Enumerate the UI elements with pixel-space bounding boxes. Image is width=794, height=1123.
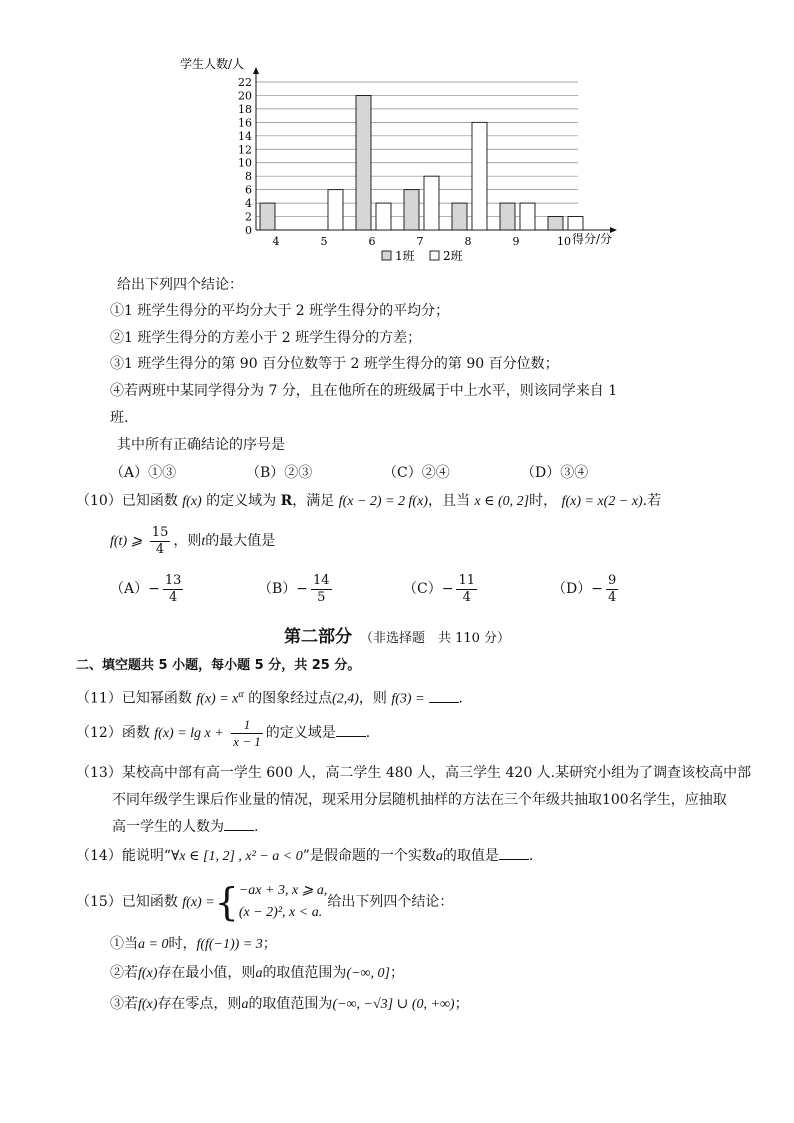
q10-line-1 <box>76 491 661 512</box>
q10-option-c-frac <box>456 573 477 606</box>
part2-title: 第二部分 <box>283 627 352 647</box>
q15-s2-d: a <box>255 966 263 981</box>
q14-text-b: ”是假命题的一个实数 <box>302 848 436 864</box>
q10-text-a: （10）已知函数 <box>76 493 178 509</box>
bar-1班-8 <box>452 203 467 230</box>
bar-2班-9 <box>520 203 535 230</box>
q9-intro: 给出下列四个结论： <box>117 277 243 293</box>
q9-conclusion-4: ④若两班中某同学得分为 7 分，且在他所在的班级属于中上水平，则该同学来自 1 <box>110 383 618 399</box>
y-tick-label-10: 10 <box>238 156 252 170</box>
q15-s3-a: ③若 <box>110 996 138 1012</box>
q10-option-d-frac <box>606 573 618 606</box>
q13-line-2: 不同年级学生课后作业量的情况，现采用分层随机抽样的方法在三个年级共抽取100名学生，应抽取 <box>112 792 727 808</box>
bar-1班-6 <box>356 95 371 230</box>
q14-text-a: （14）能说明“ <box>76 848 171 864</box>
section-2-heading: 二、填空题共 5 小题，每小题 5 分，共 25 分。 <box>76 658 361 673</box>
q9-option-d: （D）③④ <box>521 465 589 481</box>
q9-conclusion-2: ②1 班学生得分的方差小于 2 班学生得分的方差； <box>110 330 422 346</box>
q10-text-h: 的最大值是 <box>205 533 276 549</box>
x-tick-label-7: 7 <box>416 235 424 248</box>
q15-fx: f(x) = <box>182 895 215 910</box>
x-tick-label-10: 10 <box>557 235 571 248</box>
q10-domain: x ∈ (0, 2] <box>474 494 530 509</box>
q10-option-a-label: （A）− <box>110 581 160 597</box>
bar-2班-8 <box>472 122 487 230</box>
q10-option-a <box>110 572 186 606</box>
y-tick-label-16: 16 <box>238 116 252 130</box>
q15-text-a: （15）已知函数 <box>76 894 178 910</box>
q15-case-1: −ax + 3, x ⩾ a, <box>238 883 328 898</box>
q10-fraction <box>150 525 171 558</box>
q11 <box>76 685 463 710</box>
q14-text-c: 的取值是 <box>442 848 499 864</box>
y-tick-label-12: 12 <box>238 143 252 157</box>
bar-1班-9 <box>500 203 515 230</box>
q10-option-d <box>552 572 621 606</box>
q14-expression: ∀x ∈ [1, 2] , x² − a < 0 <box>170 849 303 864</box>
q10-option-c-num: 11 <box>458 572 475 588</box>
part2-subtitle: （非选择题 共 110 分） <box>359 631 511 646</box>
q15-text-b: 给出下列四个结论： <box>327 894 454 910</box>
q10-option-b <box>258 572 335 606</box>
x-tick-label-4: 4 <box>272 235 280 248</box>
q10-formula: f(x) = x(2 − x) <box>561 494 643 509</box>
q15-cases <box>239 880 328 924</box>
q11-fx: f(x) = x <box>196 691 239 707</box>
q12-end: . <box>365 725 371 741</box>
q12-text-a: （12）函数 <box>76 725 150 741</box>
q15-s3-g: ； <box>454 996 469 1012</box>
legend-swatch-2班 <box>430 251 439 260</box>
q13-line-3 <box>112 817 258 837</box>
q10-frac-num: 15 <box>151 524 169 540</box>
q15-s1-a: ①当 <box>110 936 138 952</box>
q15-s1-d: f(f(−1)) = 3 <box>196 937 263 952</box>
q10-t: t <box>201 534 206 549</box>
q10-option-b-den: 5 <box>317 589 326 605</box>
y-tick-label-8: 8 <box>245 170 252 184</box>
q15-s2-g: ； <box>389 965 404 981</box>
q14-end: . <box>528 848 534 864</box>
q10-option-d-num: 9 <box>607 572 617 588</box>
q10-option-d-den: 4 <box>607 589 617 605</box>
q11-f3: f(3) = <box>391 691 425 707</box>
q10-option-a-num: 13 <box>164 572 182 588</box>
q10-option-a-frac <box>163 573 184 606</box>
q12-fraction <box>231 717 263 750</box>
q15-s2-a: ②若 <box>110 965 138 981</box>
q9-question: 其中所有正确结论的序号是 <box>117 437 285 453</box>
y-axis-arrow <box>253 67 259 74</box>
q15-s2-f: (−∞, 0] <box>346 966 390 981</box>
q11-exponent: α <box>238 689 244 700</box>
y-tick-label-0: 0 <box>245 224 252 237</box>
legend-swatch-1班 <box>382 251 391 260</box>
q11-end: . <box>458 690 463 707</box>
q14-var: a <box>435 849 443 864</box>
q15-s3-b: f(x) <box>138 997 158 1012</box>
y-axis-label: 学生人数/人 <box>180 57 245 71</box>
q13-answer-blank[interactable] <box>224 818 254 831</box>
q14 <box>76 846 533 867</box>
q15-s2-e: 的取值范围为 <box>262 965 347 981</box>
q10-text-d: ，且当 <box>427 493 470 509</box>
bar-1班-10 <box>548 217 563 230</box>
score-bar-chart <box>170 52 620 270</box>
q12-text-b: 的定义域是 <box>265 725 336 741</box>
q10-fx: f(x) <box>182 494 202 509</box>
q15-statement-3 <box>110 994 469 1015</box>
q13-line-1: （13）某校高中部有高一学生 600 人，高二学生 480 人，高三学生 420 人.某研究小组为了调查该校高中部 <box>76 765 752 781</box>
q10-option-b-label: （B）− <box>258 581 309 597</box>
bar-2班-10 <box>568 217 583 230</box>
bar-2班-5 <box>328 190 343 230</box>
q15-statement-2 <box>110 963 404 984</box>
q10-text-e: 时， <box>529 493 558 509</box>
q11-text-b: 的图象经过点 <box>248 690 333 707</box>
q9-conclusion-1: ①1 班学生得分的平均分大于 2 班学生得分的平均分； <box>110 303 450 319</box>
q15-case-2: (x − 2)², x < a. <box>238 905 323 920</box>
q9-conclusion-3: ③1 班学生得分的第 90 百分位数等于 2 班学生得分的第 90 百分位数； <box>110 356 559 372</box>
q14-answer-blank[interactable] <box>499 847 529 860</box>
q9-option-b: （B）②③ <box>246 465 313 481</box>
q10-option-c-den: 4 <box>462 589 471 605</box>
q10-option-b-num: 14 <box>313 572 330 588</box>
q10-text-b: 的定义域为 <box>206 493 277 509</box>
x-axis-label: 得分/分 <box>572 232 613 246</box>
x-tick-label-5: 5 <box>320 235 328 248</box>
legend-label-2班: 2班 <box>443 249 463 263</box>
y-tick-label-22: 22 <box>238 76 252 89</box>
q10-text-g: ，则 <box>173 533 202 549</box>
q10-option-b-frac <box>311 573 332 606</box>
q15-s1-c: 时， <box>168 936 197 952</box>
q15-s3-f: (−∞, −√3] ∪ (0, +∞) <box>332 997 455 1012</box>
part2-heading <box>0 622 794 647</box>
q12-fx: f(x) = lg x + <box>154 726 224 741</box>
q15-s2-c: 存在最小值，则 <box>157 965 256 981</box>
y-tick-label-4: 4 <box>245 197 252 211</box>
q15-s1-b: a = 0 <box>138 937 169 952</box>
q15-s3-e: 的取值范围为 <box>248 996 333 1012</box>
q10-condition: f(x − 2) = 2 f(x) <box>338 494 428 509</box>
bar-1班-4 <box>260 203 275 230</box>
q12-answer-blank[interactable] <box>336 724 366 737</box>
q11-text-c: ，则 <box>358 690 387 707</box>
bar-2班-7 <box>424 176 439 230</box>
q10-text-f: .若 <box>642 493 662 509</box>
q10-line-2 <box>110 524 275 559</box>
y-tick-label-18: 18 <box>238 102 252 116</box>
q12-frac-den: x − 1 <box>233 733 261 749</box>
q15-brace: { <box>214 880 239 924</box>
q10-option-d-label: （D）− <box>552 581 603 597</box>
y-tick-label-14: 14 <box>238 129 252 143</box>
q15-s3-c: 存在零点，则 <box>157 996 242 1012</box>
x-tick-label-6: 6 <box>368 235 376 248</box>
q12-frac-num: 1 <box>231 717 263 734</box>
legend-label-1班: 1班 <box>395 249 415 263</box>
q10-real-set: R <box>280 493 293 509</box>
q15-s2-b: f(x) <box>138 966 158 981</box>
q15 <box>76 880 453 925</box>
q13-end: . <box>254 819 259 835</box>
x-tick-label-8: 8 <box>464 235 472 248</box>
bar-1班-7 <box>404 190 419 230</box>
q10-ft: f(t) ⩾ <box>110 534 143 549</box>
q13-text: 高一学生的人数为 <box>112 819 224 835</box>
q10-option-a-den: 4 <box>168 589 178 605</box>
q9-conclusion-4-cont: 班. <box>110 410 129 426</box>
q12 <box>76 716 370 751</box>
y-tick-label-20: 20 <box>238 89 252 103</box>
q11-point: (2,4) <box>332 691 359 707</box>
x-tick-label-9: 9 <box>512 235 520 248</box>
y-tick-label-2: 2 <box>245 210 252 224</box>
bar-2班-6 <box>376 203 391 230</box>
q15-statement-1 <box>110 934 277 955</box>
q10-text-c: ，满足 <box>292 493 335 509</box>
q10-option-c-label: （C）− <box>403 581 454 597</box>
y-tick-label-6: 6 <box>245 183 252 197</box>
q9-option-c: （C）②④ <box>383 465 450 481</box>
q15-s3-d: a <box>241 997 249 1012</box>
q11-answer-blank[interactable] <box>429 690 459 703</box>
q11-text-a: （11）已知幂函数 <box>76 690 192 707</box>
q10-option-c <box>403 572 480 606</box>
chart-legend <box>382 248 463 263</box>
q10-frac-den: 4 <box>155 541 165 557</box>
q9-option-a: （A）①③ <box>110 465 177 481</box>
q15-s1-e: ； <box>262 936 277 952</box>
